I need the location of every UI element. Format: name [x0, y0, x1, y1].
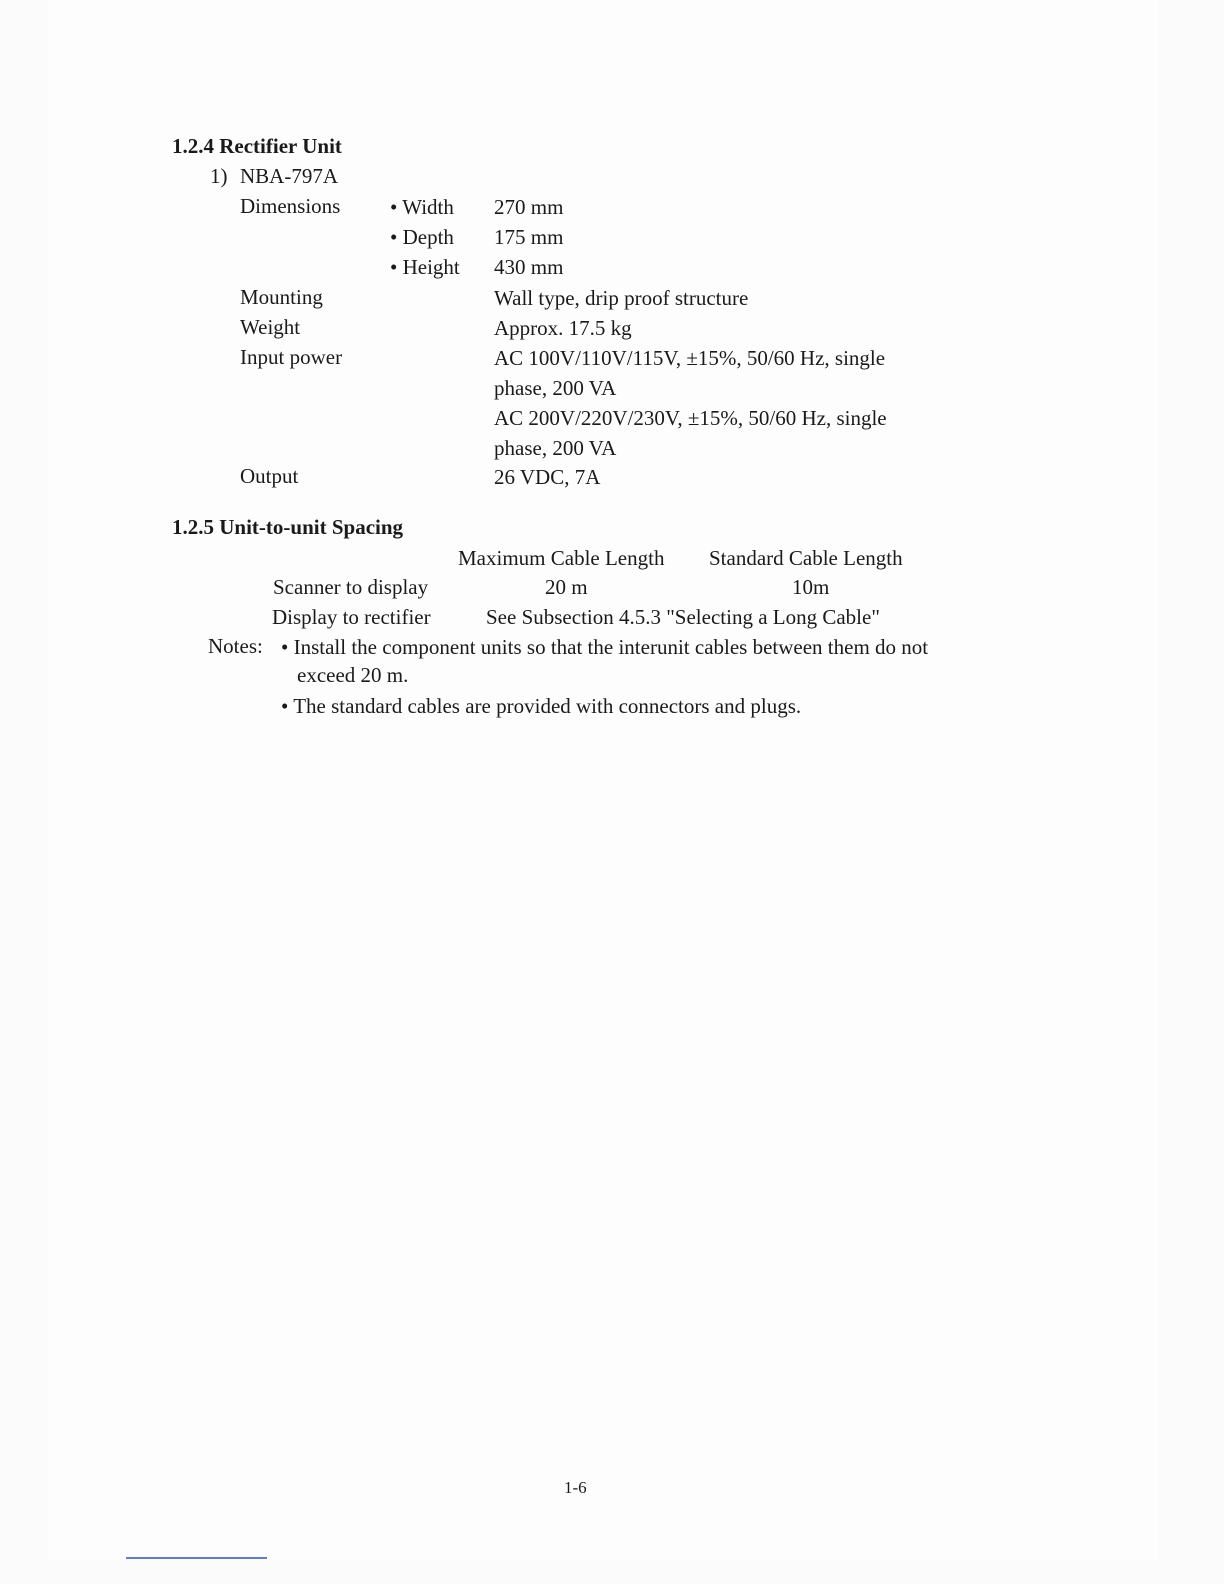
output-label: Output	[240, 464, 299, 488]
input-power-line-1: AC 100V/110V/115V, ±15%, 50/60 Hz, single	[494, 346, 886, 370]
section-heading-rectifier-unit: 1.2.4 Rectifier Unit	[172, 134, 342, 158]
mounting-label: Mounting	[240, 285, 323, 309]
column-header-standard-length: Standard Cable Length	[709, 546, 903, 570]
height-label: • Height	[390, 255, 460, 279]
input-power-line-2: phase, 200 VA	[494, 376, 617, 400]
blue-underline-mark	[126, 1557, 267, 1559]
page-sheet	[48, 0, 1158, 1560]
row-value-max-length: 20 m	[545, 575, 588, 599]
input-power-line-3: AC 200V/220V/230V, ±15%, 50/60 Hz, single	[494, 406, 887, 430]
input-power-line-4: phase, 200 VA	[494, 436, 617, 460]
dimensions-label: Dimensions	[240, 194, 341, 218]
row-note-long-cable: See Subsection 4.5.3 "Selecting a Long Cable"	[486, 605, 880, 629]
section-heading-unit-spacing: 1.2.5 Unit-to-unit Spacing	[172, 515, 404, 539]
notes-label: Notes:	[208, 634, 263, 658]
row-value-standard-length: 10m	[792, 575, 830, 599]
row-label-scanner-to-display: Scanner to display	[273, 575, 429, 599]
input-power-label: Input power	[240, 345, 343, 369]
model-name: NBA-797A	[240, 164, 338, 188]
output-value: 26 VDC, 7A	[494, 465, 601, 489]
height-value: 430 mm	[494, 255, 564, 279]
depth-value: 175 mm	[494, 225, 564, 249]
width-value: 270 mm	[494, 195, 564, 219]
mounting-value: Wall type, drip proof structure	[494, 286, 749, 310]
width-label: • Width	[390, 195, 454, 219]
depth-label: • Depth	[390, 225, 454, 249]
item-number: 1)	[210, 164, 228, 188]
page-number: 1-6	[564, 1478, 587, 1497]
weight-value: Approx. 17.5 kg	[494, 316, 632, 340]
note-2: • The standard cables are provided with connectors and plugs.	[281, 694, 802, 718]
note-1-line-2: exceed 20 m.	[297, 663, 409, 687]
note-1-line-1: • Install the component units so that the interunit cables between them do not	[281, 635, 929, 659]
row-label-display-to-rectifier: Display to rectifier	[272, 605, 431, 629]
weight-label: Weight	[240, 315, 301, 339]
column-header-max-length: Maximum Cable Length	[458, 546, 665, 570]
